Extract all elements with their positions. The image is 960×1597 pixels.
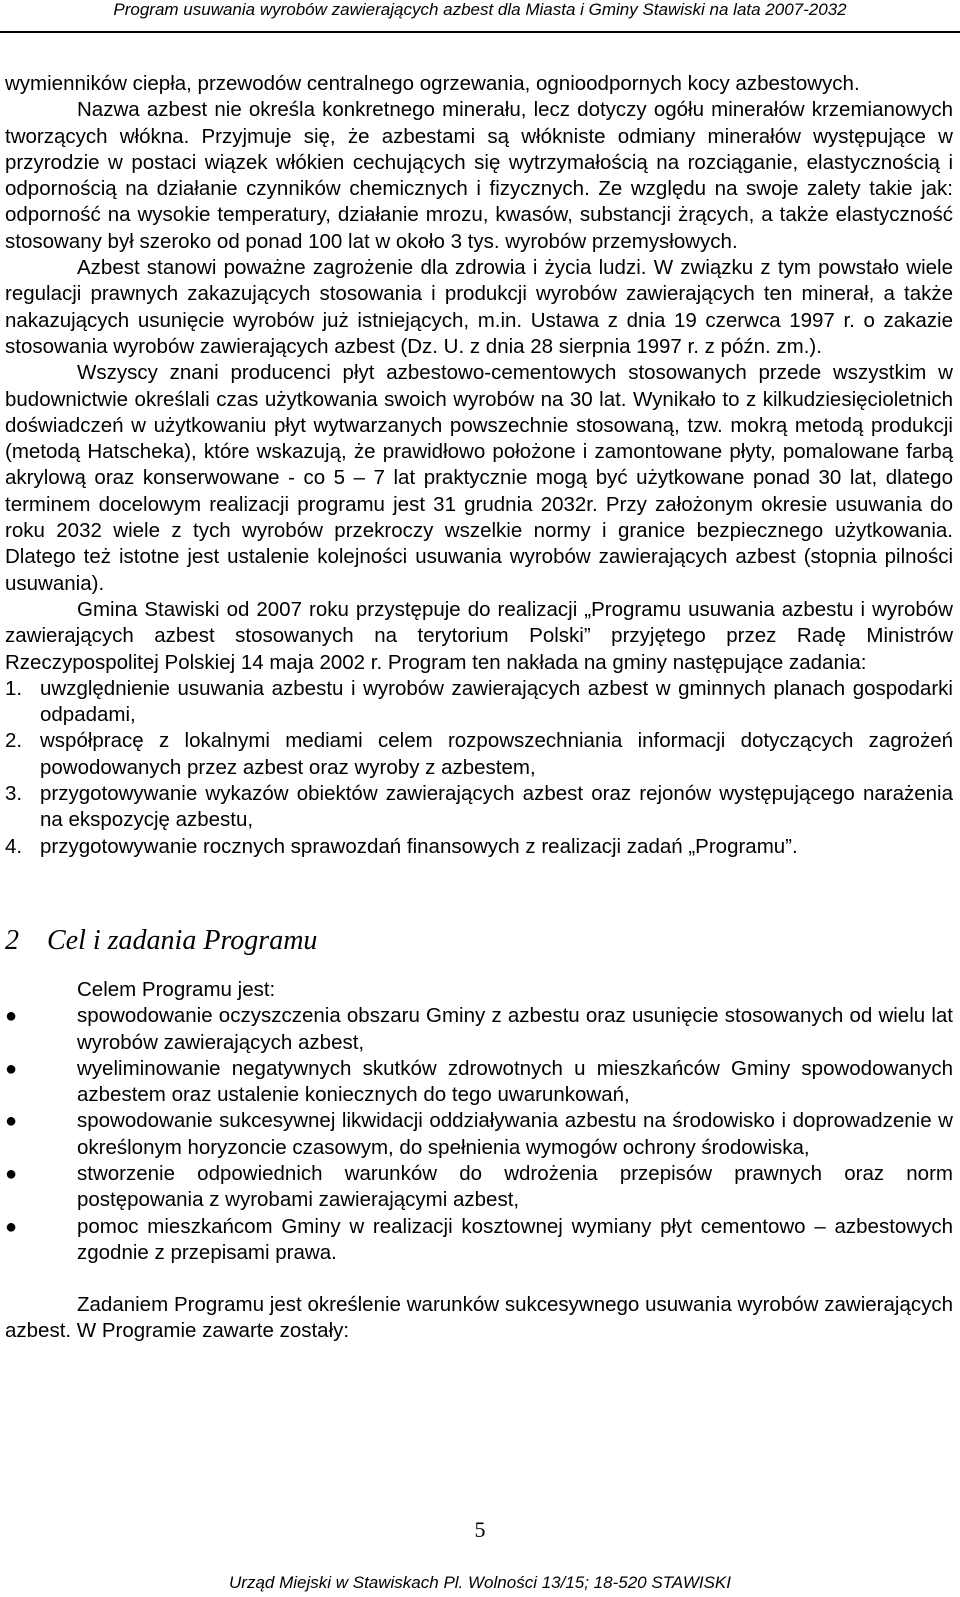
list-text: wyeliminowanie negatywnych skutków zdrowotnych u mieszkańców Gminy spowodowanych azbestem oraz ustalenie koniecznych do tego uwarunkowań, (77, 1056, 953, 1107)
page-number: 5 (474, 1517, 486, 1542)
bullet-icon: ● (5, 1110, 18, 1133)
list-number: 4. (5, 834, 23, 858)
section-number: 2 (5, 924, 19, 956)
page-footer: Urząd Miejski w Stawiskach Pl. Wolności 13/15; 18-520 STAWISKI (229, 1573, 731, 1592)
goals-list (5, 1003, 953, 1266)
tasks-list (5, 676, 953, 860)
list-text: uwzględnienie usuwania azbestu i wyrobów zawierających azbest w gminnych planach gospodarki odpadami, (40, 676, 953, 727)
paragraph-2: Nazwa azbest nie określa konkretnego minerału, lecz dotyczy ogółu minerałów krzemianowych tworzących włókna. Przyjmuje się, że azbestami są włókniste odmiany minerałów występujące w przyrodzie w postaci wiązek włókien cechujących się wytrzymałością na rozciąganie, elastycznością i odpornością na działanie czynników chemicznych i fizycznych. Ze względu na swoje zalety takie jak: odporność na wysokie temperatury, działanie mrozu, kwasów, substancji żrących, a także elastyczność stosowany był szeroko od ponad 100 lat w około 3 tys. wyrobów przemysłowych. (5, 98, 953, 253)
paragraph-5: Gmina Stawiski od 2007 roku przystępuje do realizacji „Programu usuwania azbestu i wyrobów zawierających azbest stosowanych na terytorium Polski” przyjętego przez Radę Ministrów Rzeczypospolitej Polskiej 14 maja 2002 r. Program ten nakłada na gminy następujące zadania: (5, 597, 953, 674)
list-number: 3. (5, 782, 23, 806)
list-item (5, 676, 953, 729)
closing-paragraph: Zadaniem Programu jest określenie warunków sukcesywnego usuwania wyrobów zawierających azbest. W Programie zawarte zostały: (5, 1293, 953, 1343)
list-text: przygotowywanie wykazów obiektów zawierających azbest oraz rejonów występującego narażenia na ekspozycję azbestu, (40, 782, 953, 832)
list-item (5, 1161, 953, 1214)
list-item (5, 781, 953, 834)
list-item (5, 1003, 953, 1056)
paragraph-4: Wszyscy znani producenci płyt azbestowo-cementowych stosowanych przede wszystkim w budownictwie określali czas użytkowania swoich wyrobów na 30 lat. Wynikało to z kilkudziesięcioletnich doświadczeń w użytkowaniu płyt wytwarzanych powszechnie stosowaną, tzw. mokrą metodą produkcji (metodą Hatscheka), które wskazują, że prawidłowo położone i zamontowane płyty, pomalowane farbą akrylową oraz konserwowane - co 5 – 7 lat praktycznie mogą być użytkowane ponad 30 lat, dlatego terminem docelowym realizacji programu jest 31 grudnia 2032r. Przy założonym okresie usuwania do roku 2032 wiele z tych wyrobów przekroczy wszelkie normy i granice bezpiecznego użytkowania. Dlatego też istotne jest ustalenie kolejności usuwania wyrobów zawierających azbest (stopnia pilności usuwania). (5, 361, 953, 595)
list-item (5, 1056, 953, 1109)
page-header: Program usuwania wyrobów zawierających azbest dla Miasta i Gminy Stawiski na lata 2007-2032 (113, 0, 847, 19)
list-text: stworzenie odpowiednich warunków do wdrożenia przepisów prawnych oraz norm postępowania z wyrobami zawierającymi azbest, (77, 1161, 953, 1212)
section-heading (5, 924, 953, 958)
list-number: 1. (5, 676, 23, 700)
section-title: Cel i zadania Programu (47, 924, 318, 956)
list-item (5, 834, 953, 860)
document-body (5, 71, 953, 1345)
list-item (5, 728, 953, 781)
bullet-icon: ● (5, 1005, 18, 1028)
list-text: spowodowanie oczyszczenia obszaru Gminy z azbestu oraz usunięcie stosowanych od wielu lat wyrobów zawierających azbest, (77, 1004, 953, 1054)
goals-intro: Celem Programu jest: (77, 977, 276, 1001)
list-item (5, 1108, 953, 1161)
paragraph-1: wymienników ciepła, przewodów centralnego ogrzewania, ognioodpornych kocy azbestowych. (5, 72, 860, 95)
list-text: współpracę z lokalnymi mediami celem rozpowszechniania informacji dotyczących zagrożeń powodowanych przez azbest oraz wyroby z azbestem, (40, 729, 953, 779)
list-item (5, 1214, 953, 1267)
list-text: pomoc mieszkańcom Gminy w realizacji kosztownej wymiany płyt cementowo – azbestowych zgodnie z przepisami prawa. (77, 1214, 953, 1264)
header-rule (0, 31, 960, 33)
list-text: spowodowanie sukcesywnej likwidacji oddziaływania azbestu na środowisko i doprowadzenie w określonym horyzoncie czasowym, do spełnienia wymogów ochrony środowiska, (77, 1109, 953, 1159)
bullet-icon: ● (5, 1162, 18, 1185)
bullet-icon: ● (5, 1057, 18, 1080)
bullet-icon: ● (5, 1215, 18, 1238)
list-number: 2. (5, 729, 23, 753)
list-text: przygotowywanie rocznych sprawozdań finansowych z realizacji zadań „Programu”. (40, 834, 798, 858)
paragraph-3: Azbest stanowi poważne zagrożenie dla zdrowia i życia ludzi. W związku z tym powstało wiele regulacji prawnych zakazujących stosowania i produkcji wyrobów zawierających ten minerał, a także nakazujących usunięcie wyrobów już istniejących, m.in. Ustawa z dnia 19 czerwca 1997 r. o zakazie stosowania wyrobów zawierających azbest (Dz. U. z dnia 28 sierpnia 1997 r. z późn. zm.). (5, 256, 953, 358)
